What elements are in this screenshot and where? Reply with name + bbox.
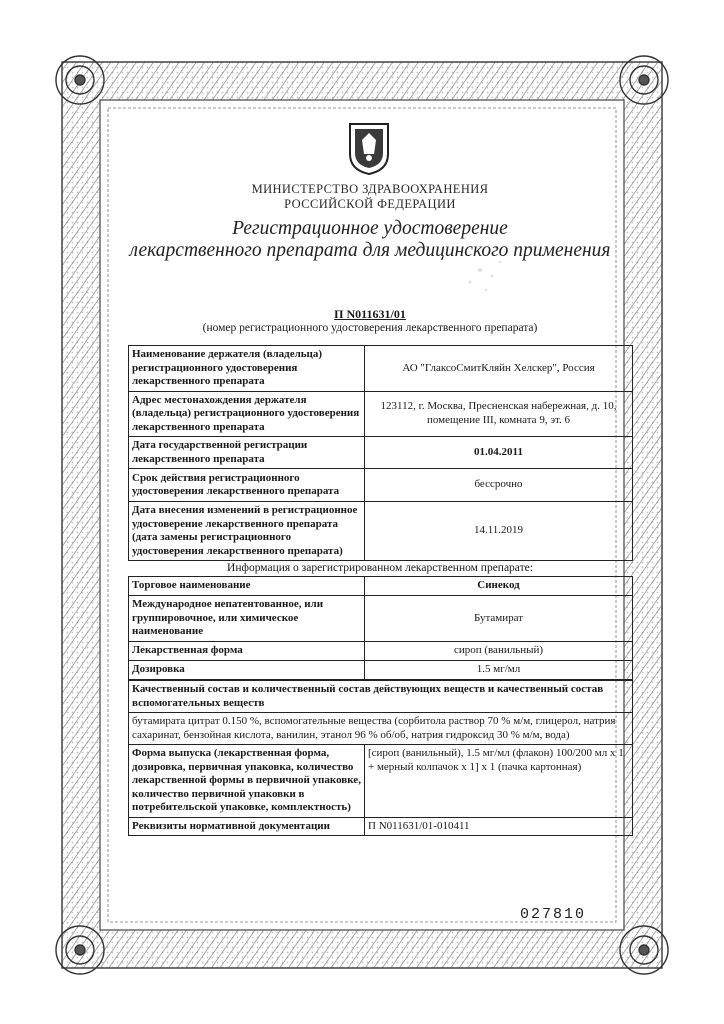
registration-date-value: 01.04.2011 [365, 437, 633, 469]
composition-table [128, 680, 633, 836]
holder-address-label: Адрес местонахождения держателя (владельца) регистрационного удостоверения лекарственного препарата [129, 391, 365, 437]
composition-heading: Качественный состав и количественный состав действующих веществ и качественный состав вспомогательных веществ [129, 681, 633, 713]
release-form-label: Форма выпуска (лекарственная форма, дозировка, первичная упаковка, количество лекарственной формы в первичной упаковке, количество первичной упаковки в потребительской упаковке, комплектность) [129, 745, 365, 818]
ministry-line-2: РОССИЙСКОЙ ФЕДЕРАЦИИ [284, 197, 456, 211]
document-title [100, 218, 640, 262]
registration-number-caption: (номер регистрационного удостоверения лекарственного препарата) [202, 322, 538, 334]
table-row [129, 577, 633, 596]
inn-value: Бутамират [365, 596, 633, 642]
holder-address-value: 123112, г. Москва, Пресненская набережная, д. 10, помещение III, комната 9, эт. 6 [365, 391, 633, 437]
holder-table [128, 345, 633, 561]
table-row [129, 817, 633, 836]
composition-text: бутамирата цитрат 0.150 %, вспомогательные вещества (сорбитола раствор 70 % м/м, глицерол, натрия сахаринат, бензойная кислота, ванилин, этанол 96 % об/об, натрия гидроксид 30 % м/м, вода) [129, 713, 633, 745]
registration-number: П N011631/01 [334, 307, 406, 321]
table-row [129, 346, 633, 392]
table-row [129, 641, 633, 660]
table-row [129, 502, 633, 561]
drug-table [128, 576, 633, 680]
holder-name-label: Наименование держателя (владельца) регистрационного удостоверения лекарственного препарата [129, 346, 365, 392]
dosage-form-label: Лекарственная форма [129, 641, 365, 660]
trade-name-label: Торговое наименование [129, 577, 365, 596]
table-row [129, 437, 633, 469]
trade-name-value: Синекод [365, 577, 633, 596]
serial-number: 027810 [520, 906, 587, 923]
release-form-value: [сироп (ванильный), 1.5 мг/мл (флакон) 100/200 мл x 1 + мерный колпачок x 1] x 1 (пачка картонная) [365, 745, 633, 818]
table-row [129, 469, 633, 502]
info-heading: Информация о зарегистрированном лекарственном препарате: [227, 562, 533, 574]
table-row [129, 391, 633, 437]
holder-name-value: АО "ГлаксоСмитКляйн Хелскер", Россия [365, 346, 633, 392]
ministry-name [160, 182, 580, 212]
table-row [129, 681, 633, 713]
validity-label: Срок действия регистрационного удостоверения лекарственного препарата [129, 469, 365, 502]
registration-date-label: Дата государственной регистрации лекарственного препарата [129, 437, 365, 469]
dosage-form-value: сироп (ванильный) [365, 641, 633, 660]
coat-of-arms-icon [346, 120, 392, 176]
change-date-value: 14.11.2019 [365, 502, 633, 561]
table-row [129, 596, 633, 642]
change-date-label: Дата внесения изменений в регистрационное удостоверение лекарственного препарата (дата замены регистрационного удостоверения лекарственного препарата) [129, 502, 365, 561]
title-line-1: Регистрационное удостоверение [232, 218, 508, 239]
strength-label: Дозировка [129, 660, 365, 679]
requisites-label: Реквизиты нормативной документации [129, 817, 365, 836]
inn-label: Международное непатентованное, или группировочное, или химическое наименование [129, 596, 365, 642]
validity-value: бессрочно [365, 469, 633, 502]
table-row [129, 660, 633, 679]
strength-value: 1.5 мг/мл [365, 660, 633, 679]
ministry-line-1: МИНИСТЕРСТВО ЗДРАВООХРАНЕНИЯ [251, 182, 489, 196]
title-line-2: лекарственного препарата для медицинского применения [129, 240, 611, 261]
requisites-value: П N011631/01-010411 [365, 817, 633, 836]
table-row [129, 745, 633, 818]
table-row [129, 713, 633, 745]
